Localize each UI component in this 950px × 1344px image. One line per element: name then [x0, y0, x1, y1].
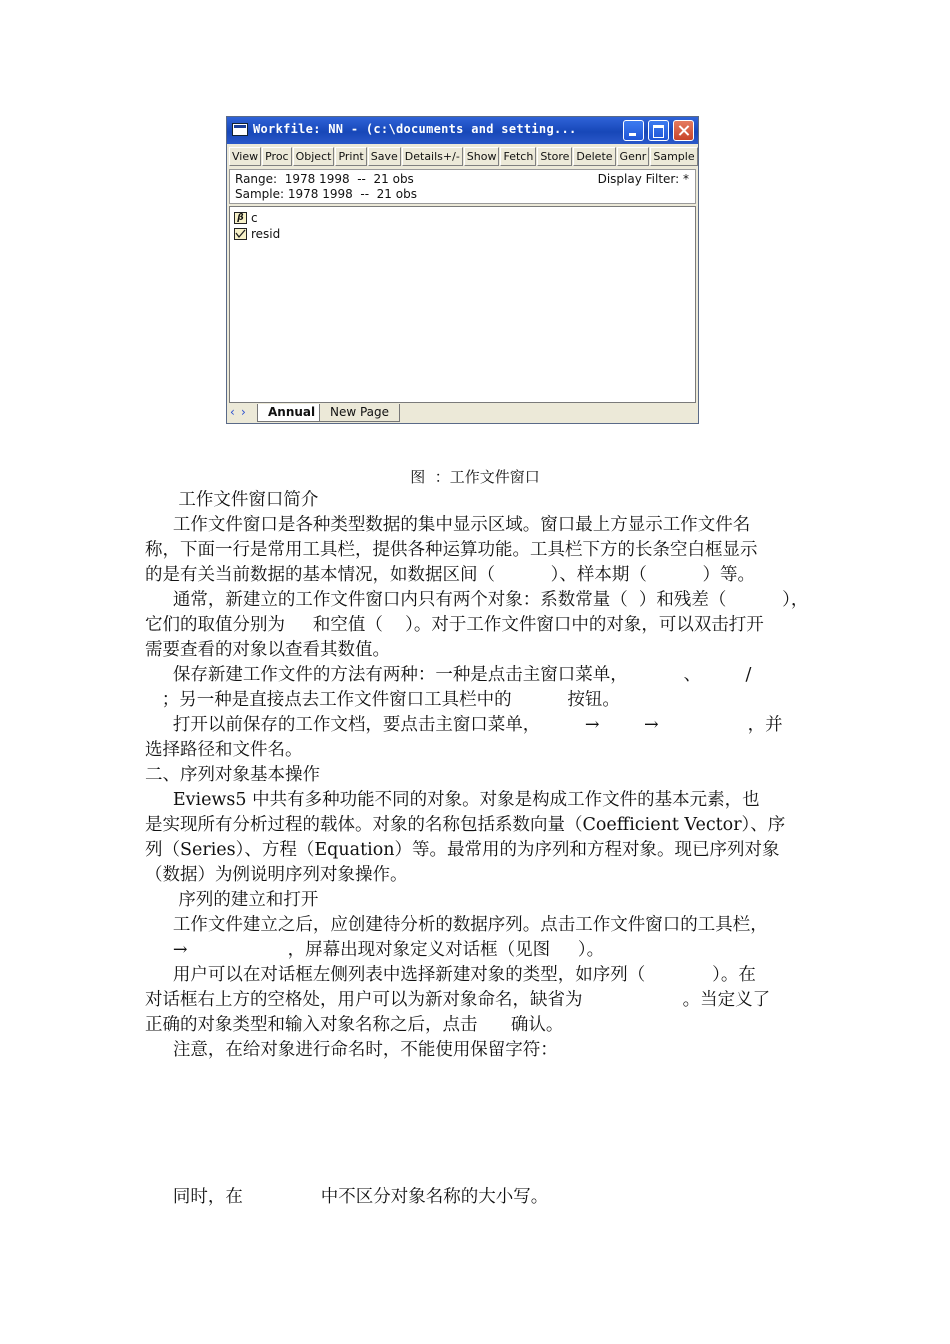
- body-line: 需要查看的对象以查看其数值。: [145, 640, 390, 660]
- workfile-object-list: [229, 206, 696, 403]
- body-line: 正确的对象类型和输入对象名称之后，点击 确认。: [145, 1015, 564, 1035]
- workfile-window-icon: [232, 123, 248, 136]
- figure-caption: 图 ：工作文件窗口: [410, 468, 540, 486]
- body-line: 的是有关当前数据的基本情况，如数据区间（ ）、样本期（ ）等。: [145, 565, 756, 585]
- body-line: → ，屏幕出现对象定义对话框（见图 ）。: [145, 940, 605, 960]
- section-heading: 工作文件窗口简介: [145, 490, 319, 510]
- display-filter-text[interactable]: Display Filter: *: [597, 172, 689, 186]
- toolbar-print-button[interactable]: Print: [335, 147, 366, 166]
- workfile-window: [226, 116, 699, 424]
- section-heading: 序列的建立和打开: [145, 890, 319, 910]
- body-line: 称，下面一行是常用工具栏，提供各种运算功能。工具栏下方的长条空白框显示: [145, 540, 758, 560]
- object-name: resid: [251, 226, 281, 241]
- body-line: 选择路径和文件名。: [145, 740, 303, 760]
- body-line: 对话框右上方的空格处，用户可以为新对象命名，缺省为 。当定义了: [145, 990, 771, 1010]
- body-line: 工作文件窗口是各种类型数据的集中显示区域。窗口最上方显示工作文件名: [145, 515, 751, 535]
- workfile-info-panel: [229, 169, 696, 204]
- body-line: 它们的取值分别为 和空值（ ）。对于工作文件窗口中的对象，可以双击打开: [145, 615, 764, 635]
- body-line: 列（Series）、方程（Equation）等。最常用的为序列和方程对象。现已序列对象: [145, 840, 780, 860]
- toolbar-fetch-button[interactable]: Fetch: [500, 147, 536, 166]
- toolbar-save-button[interactable]: Save: [368, 147, 401, 166]
- object-item-c[interactable]: [234, 210, 258, 225]
- body-line: 同时，在 中不区分对象名称的大小写。: [145, 1187, 549, 1207]
- body-line: 工作文件建立之后，应创建待分析的数据序列。点击工作文件窗口的工具栏，: [145, 915, 768, 935]
- body-line: 通常，新建立的工作文件窗口内只有两个对象：系数常量（ ）和残差（ ），: [145, 590, 809, 610]
- object-name: c: [251, 210, 258, 225]
- toolbar-details-button[interactable]: Details+/-: [402, 147, 463, 166]
- series-icon: [234, 228, 247, 240]
- close-button[interactable]: [673, 120, 694, 141]
- body-line: Eviews5 中共有多种功能不同的对象。对象是构成工作文件的基本元素，也: [145, 790, 760, 810]
- body-line: 注意，在给对象进行命名时，不能使用保留字符：: [145, 1040, 558, 1060]
- range-text: Range: 1978 1998 -- 21 obs: [235, 172, 414, 186]
- tab-scroll-left-icon[interactable]: ‹: [230, 405, 235, 419]
- body-line: 打开以前保存的工作文档，要点击主窗口菜单， → → ，并: [145, 715, 783, 735]
- window-titlebar[interactable]: [227, 117, 698, 144]
- toolbar-show-button[interactable]: Show: [464, 147, 500, 166]
- tab-scroll-right-icon[interactable]: ›: [241, 405, 246, 419]
- body-line: ；另一种是直接点去工作文件窗口工具栏中的 按钮。: [145, 690, 620, 710]
- window-title: Workfile: NN - (c:\documents and setting...: [253, 122, 577, 136]
- toolbar-delete-button[interactable]: Delete: [573, 147, 615, 166]
- toolbar-object-button[interactable]: Object: [293, 147, 335, 166]
- maximize-button[interactable]: [648, 120, 669, 141]
- toolbar-proc-button[interactable]: Proc: [262, 147, 292, 166]
- tab-new-page[interactable]: New Page: [319, 404, 400, 422]
- toolbar-store-button[interactable]: Store: [537, 147, 572, 166]
- body-line: （数据）为例说明序列对象操作。: [145, 865, 408, 885]
- object-item-resid[interactable]: [234, 226, 280, 241]
- body-line: 是实现所有分析过程的载体。对象的名称包括系数向量（Coefficient Vector）、序: [145, 815, 786, 835]
- page-tabs: [229, 404, 696, 422]
- body-line: 用户可以在对话框左侧列表中选择新建对象的类型，如序列（ ）。在: [145, 965, 756, 985]
- toolbar-view-button[interactable]: View: [229, 147, 261, 166]
- sample-text[interactable]: Sample: 1978 1998 -- 21 obs: [235, 187, 417, 201]
- coefficient-vector-icon: β: [234, 212, 247, 224]
- toolbar-genr-button[interactable]: Genr: [617, 147, 650, 166]
- minimize-button[interactable]: [623, 120, 644, 141]
- toolbar-sample-button[interactable]: Sample: [650, 147, 697, 166]
- tab-annual[interactable]: Annual: [257, 404, 326, 422]
- workfile-toolbar: [229, 146, 696, 167]
- body-line: 保存新建工作文件的方法有两种：一种是点击主窗口菜单， 、 /: [145, 665, 752, 685]
- section-heading: 二、序列对象基本操作: [145, 765, 320, 785]
